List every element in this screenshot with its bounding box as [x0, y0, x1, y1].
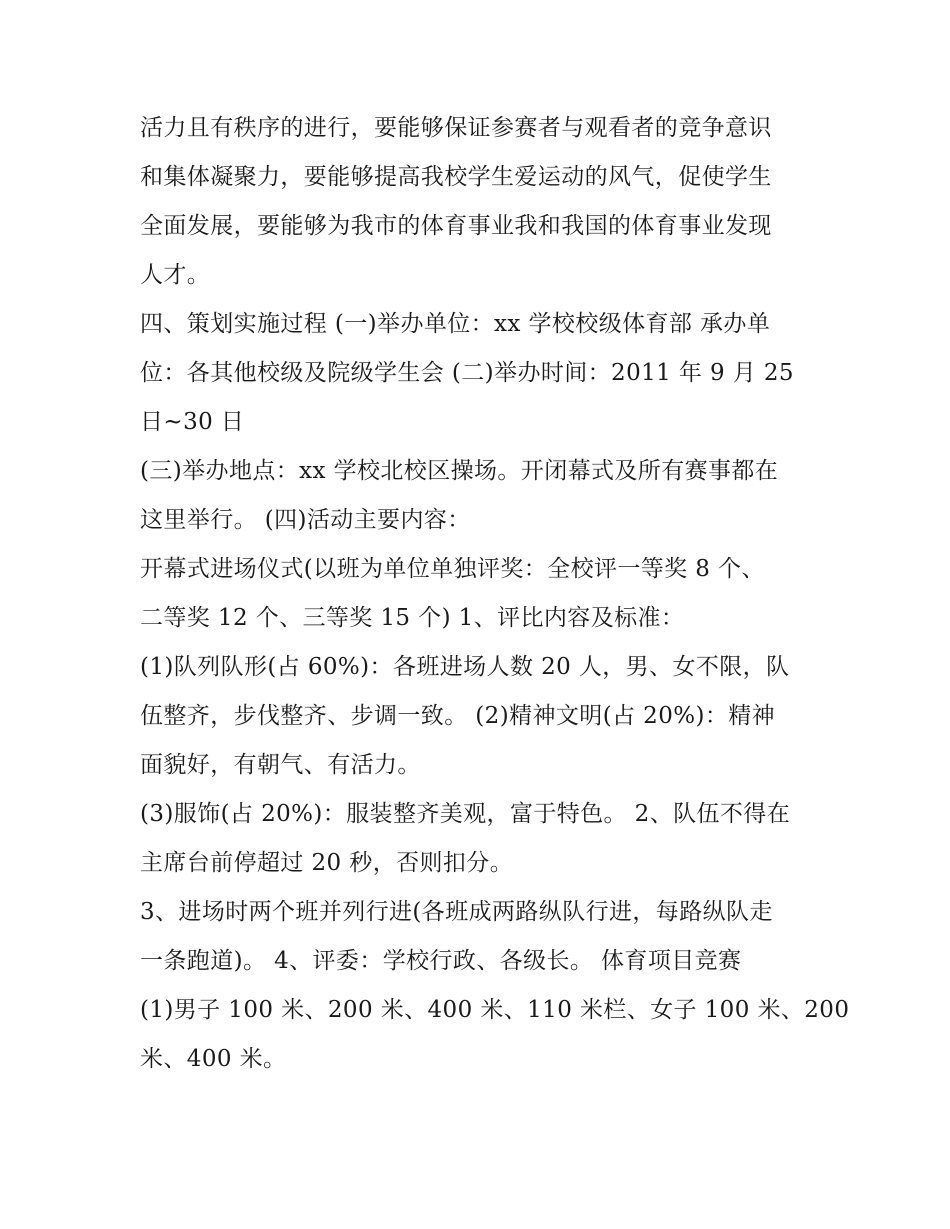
- text-line: 位：各其他校级及院级学生会 (二)举办时间：2011 年 9 月 25: [140, 360, 794, 386]
- text-line: 面貌好，有朝气、有活力。: [140, 752, 421, 778]
- text-line: (三)举办地点：xx 学校北校区操场。开闭幕式及所有赛事都在: [140, 458, 779, 484]
- text-line: 3、进场时两个班并列行进(各班成两路纵队行进，每路纵队走: [140, 899, 773, 925]
- section-heading-line: 四、策划实施过程 (一)举办单位：xx 学校校级体育部 承办单: [140, 311, 771, 337]
- text-line: 全面发展，要能够为我市的体育事业我和我国的体育事业发现: [140, 213, 772, 239]
- text-line: 主席台前停超过 20 秒，否则扣分。: [140, 850, 514, 876]
- text-line: (1)队列队形(占 60%)：各班进场人数 20 人，男、女不限，队: [140, 654, 790, 680]
- text-line: 日~30 日: [140, 409, 245, 435]
- text-line: 二等奖 12 个、三等奖 15 个) 1、评比内容及标准：: [140, 605, 685, 631]
- text-line: 一条跑道)。 4、评委：学校行政、各级长。 体育项目竞赛: [140, 948, 742, 974]
- text-line: 开幕式进场仪式(以班为单位单独评奖：全校评一等奖 8 个、: [140, 556, 765, 582]
- text-line: 人才。: [140, 262, 211, 288]
- text-line: 米、400 米。: [140, 1046, 287, 1072]
- text-line: 伍整齐，步伐整齐、步调一致。 (2)精神文明(占 20%)：精神: [140, 703, 776, 729]
- text-line: 和集体凝聚力，要能够提高我校学生爱运动的风气，促使学生: [140, 164, 772, 190]
- document-body: [140, 104, 850, 1084]
- text-line: (1)男子 100 米、200 米、400 米、110 米栏、女子 100 米、200: [140, 997, 850, 1023]
- text-line: 活力且有秩序的进行，要能够保证参赛者与观看者的竞争意识: [140, 115, 772, 141]
- text-line: (3)服饰(占 20%)：服装整齐美观，富于特色。 2、队伍不得在: [140, 801, 791, 827]
- text-line: 这里举行。 (四)活动主要内容：: [140, 507, 471, 533]
